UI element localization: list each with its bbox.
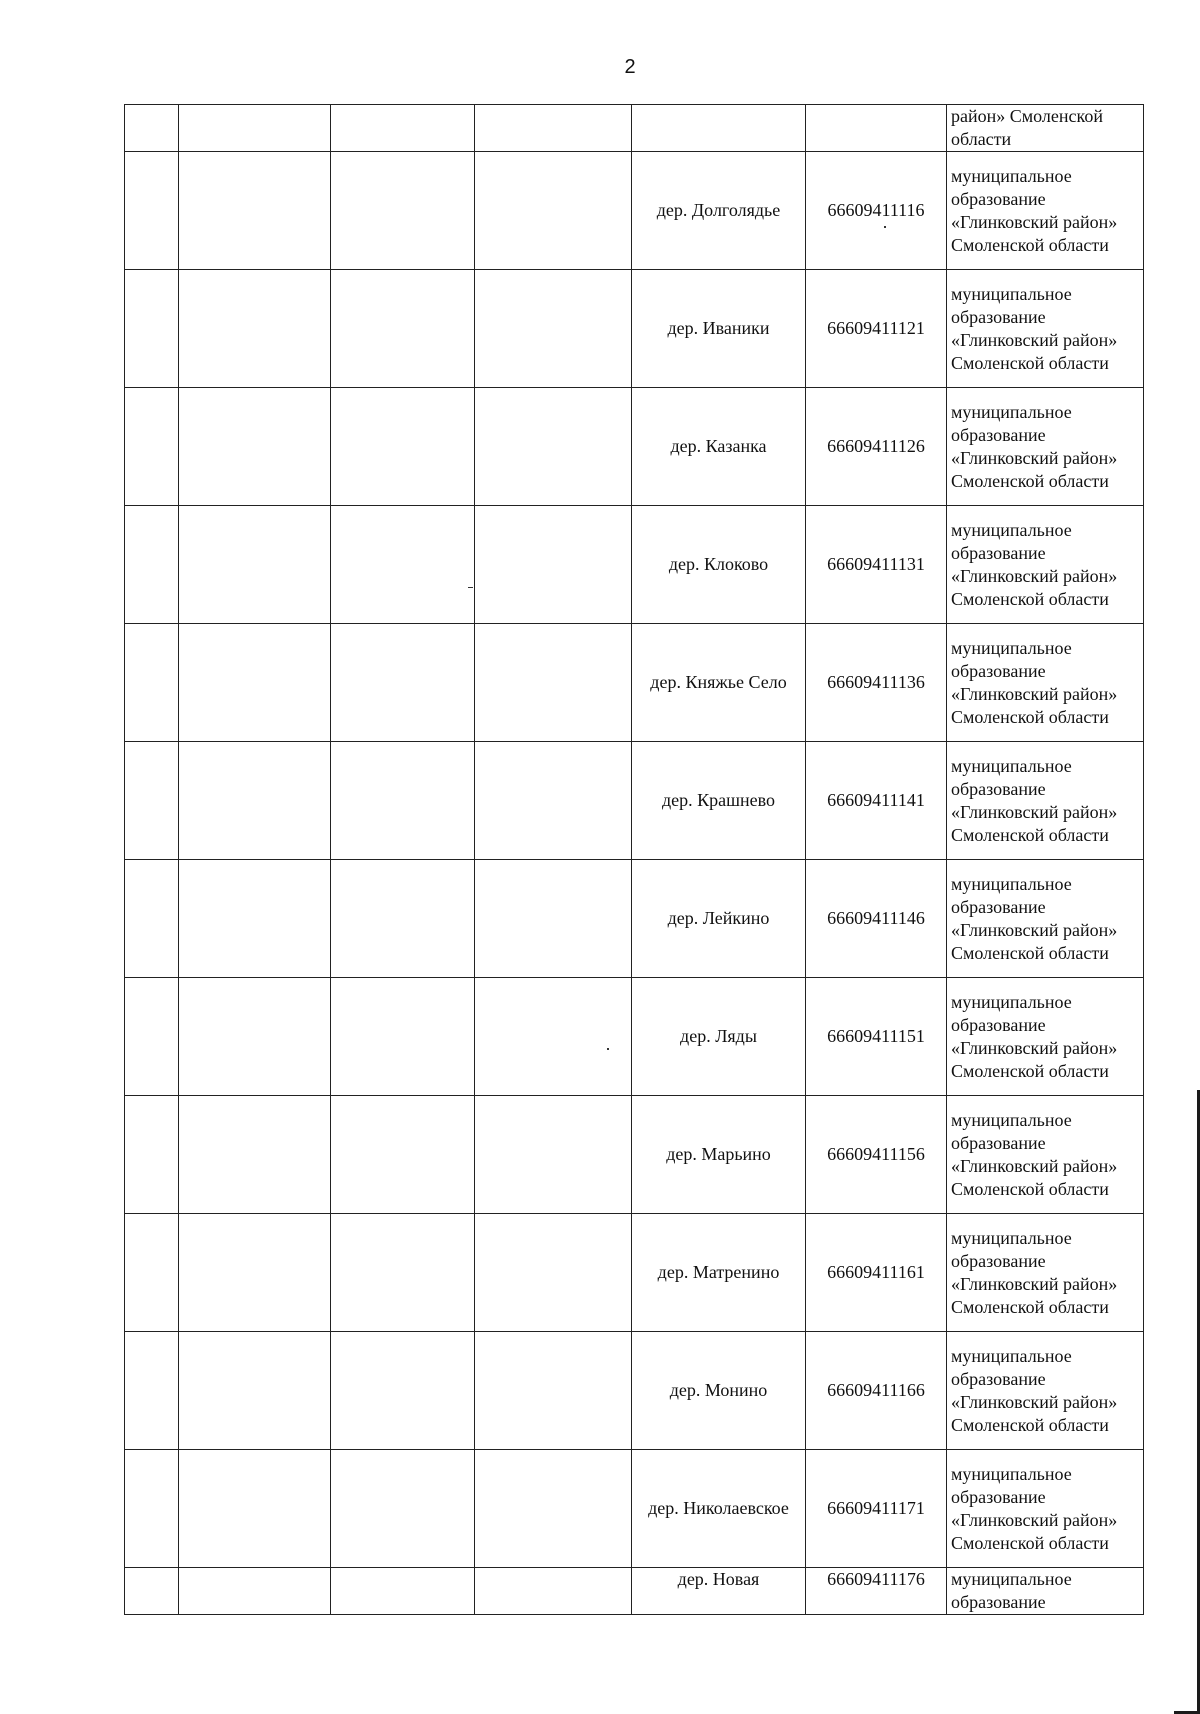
table-row bbox=[125, 742, 1144, 860]
cell-place: дер. Монино bbox=[632, 1332, 806, 1450]
cell-code: 66609411156 bbox=[806, 1096, 947, 1214]
cell-place: дер. Долголядье bbox=[632, 152, 806, 270]
cell-empty bbox=[475, 742, 632, 860]
table-row bbox=[125, 978, 1144, 1096]
cell-empty bbox=[475, 1214, 632, 1332]
cell-place: дер. Иваники bbox=[632, 270, 806, 388]
cell-empty bbox=[331, 978, 475, 1096]
cell-empty bbox=[475, 152, 632, 270]
scan-speck bbox=[884, 226, 886, 228]
cell-empty bbox=[331, 860, 475, 978]
cell-empty bbox=[475, 978, 632, 1096]
cell-municipality: муниципальное образование «Глинковский район» Смоленской области bbox=[947, 1214, 1144, 1332]
cell-code: 66609411166 bbox=[806, 1332, 947, 1450]
cell-empty bbox=[475, 860, 632, 978]
cell-empty bbox=[179, 506, 331, 624]
cell-number bbox=[125, 1096, 179, 1214]
scan-speck bbox=[468, 587, 473, 588]
cell-number bbox=[125, 1568, 179, 1615]
cell-empty bbox=[331, 1568, 475, 1615]
cell-place: дер. Казанка bbox=[632, 388, 806, 506]
cell-code: 66609411141 bbox=[806, 742, 947, 860]
cell-number bbox=[125, 1332, 179, 1450]
cell-code: 66609411116 bbox=[806, 152, 947, 270]
table-row bbox=[125, 152, 1144, 270]
table-row bbox=[125, 270, 1144, 388]
table-row-partial bbox=[125, 1568, 1144, 1615]
cell-empty bbox=[475, 270, 632, 388]
cell-code: 66609411146 bbox=[806, 860, 947, 978]
cell-number bbox=[125, 978, 179, 1096]
cell-code bbox=[806, 105, 947, 152]
cell-place: дер. Новая bbox=[632, 1568, 806, 1615]
cell-empty bbox=[475, 388, 632, 506]
cell-place: дер. Лейкино bbox=[632, 860, 806, 978]
cell-place: дер. Клоково bbox=[632, 506, 806, 624]
cell-empty bbox=[331, 1332, 475, 1450]
cell-number bbox=[125, 1214, 179, 1332]
cell-number bbox=[125, 105, 179, 152]
table-row bbox=[125, 506, 1144, 624]
cell-empty bbox=[475, 1450, 632, 1568]
cell-code: 66609411151 bbox=[806, 978, 947, 1096]
table-row bbox=[125, 1332, 1144, 1450]
table-row bbox=[125, 624, 1144, 742]
cell-place: дер. Ляды bbox=[632, 978, 806, 1096]
table-row bbox=[125, 860, 1144, 978]
cell-code: 66609411161 bbox=[806, 1214, 947, 1332]
cell-empty bbox=[179, 1332, 331, 1450]
cell-number bbox=[125, 1450, 179, 1568]
cell-empty bbox=[179, 978, 331, 1096]
cell-empty bbox=[331, 105, 475, 152]
cell-number bbox=[125, 270, 179, 388]
cell-municipality: муниципальное образование «Глинковский район» Смоленской области bbox=[947, 1450, 1144, 1568]
cell-code: 66609411121 bbox=[806, 270, 947, 388]
cell-empty bbox=[475, 624, 632, 742]
cell-empty bbox=[331, 1450, 475, 1568]
cell-code: 66609411126 bbox=[806, 388, 947, 506]
cell-place: дер. Матренино bbox=[632, 1214, 806, 1332]
cell-empty bbox=[331, 388, 475, 506]
cell-empty bbox=[179, 1450, 331, 1568]
cell-number bbox=[125, 742, 179, 860]
settlements-table bbox=[124, 104, 1144, 1615]
cell-empty bbox=[179, 105, 331, 152]
table-row-continued bbox=[125, 105, 1144, 152]
cell-empty bbox=[179, 1568, 331, 1615]
cell-number bbox=[125, 506, 179, 624]
table-row bbox=[125, 1096, 1144, 1214]
cell-place bbox=[632, 105, 806, 152]
table-row bbox=[125, 1450, 1144, 1568]
cell-empty bbox=[475, 1096, 632, 1214]
cell-empty bbox=[179, 270, 331, 388]
cell-municipality: муниципальное образование «Глинковский район» Смоленской области bbox=[947, 388, 1144, 506]
cell-municipality: муниципальное образование «Глинковский район» Смоленской области bbox=[947, 270, 1144, 388]
cell-municipality: муниципальное образование «Глинковский район» Смоленской области bbox=[947, 860, 1144, 978]
cell-municipality: муниципальное образование bbox=[947, 1568, 1144, 1615]
cell-empty bbox=[179, 152, 331, 270]
cell-number bbox=[125, 152, 179, 270]
cell-empty bbox=[331, 270, 475, 388]
scan-speck bbox=[607, 1048, 609, 1050]
cell-empty bbox=[331, 742, 475, 860]
cell-place: дер. Крашнево bbox=[632, 742, 806, 860]
cell-empty bbox=[475, 105, 632, 152]
page-number: 2 bbox=[624, 56, 636, 78]
cell-number bbox=[125, 860, 179, 978]
cell-empty bbox=[179, 742, 331, 860]
cell-municipality: муниципальное образование «Глинковский район» Смоленской области bbox=[947, 624, 1144, 742]
cell-empty bbox=[179, 624, 331, 742]
cell-empty bbox=[331, 1214, 475, 1332]
cell-empty bbox=[331, 624, 475, 742]
cell-municipality: муниципальное образование «Глинковский район» Смоленской области bbox=[947, 152, 1144, 270]
cell-number bbox=[125, 388, 179, 506]
cell-municipality: муниципальное образование «Глинковский район» Смоленской области bbox=[947, 978, 1144, 1096]
cell-municipality: муниципальное образование «Глинковский район» Смоленской области bbox=[947, 1096, 1144, 1214]
cell-municipality: муниципальное образование «Глинковский район» Смоленской области bbox=[947, 506, 1144, 624]
cell-empty bbox=[331, 506, 475, 624]
cell-empty bbox=[179, 1096, 331, 1214]
cell-code: 66609411171 bbox=[806, 1450, 947, 1568]
cell-empty bbox=[331, 1096, 475, 1214]
cell-place: дер. Николаевское bbox=[632, 1450, 806, 1568]
cell-empty bbox=[331, 152, 475, 270]
cell-code: 66609411176 bbox=[806, 1568, 947, 1615]
cell-place: дер. Марьино bbox=[632, 1096, 806, 1214]
cell-empty bbox=[475, 1332, 632, 1450]
cell-place: дер. Княжье Село bbox=[632, 624, 806, 742]
table-row bbox=[125, 388, 1144, 506]
cell-empty bbox=[179, 1214, 331, 1332]
cell-empty bbox=[475, 506, 632, 624]
cell-empty bbox=[179, 388, 331, 506]
cell-municipality: район» Смоленской области bbox=[947, 105, 1144, 152]
cell-empty bbox=[475, 1568, 632, 1615]
table-row bbox=[125, 1214, 1144, 1332]
cell-code: 66609411136 bbox=[806, 624, 947, 742]
cell-municipality: муниципальное образование «Глинковский район» Смоленской области bbox=[947, 1332, 1144, 1450]
cell-municipality: муниципальное образование «Глинковский район» Смоленской области bbox=[947, 742, 1144, 860]
cell-number bbox=[125, 624, 179, 742]
cell-code: 66609411131 bbox=[806, 506, 947, 624]
cell-empty bbox=[179, 860, 331, 978]
